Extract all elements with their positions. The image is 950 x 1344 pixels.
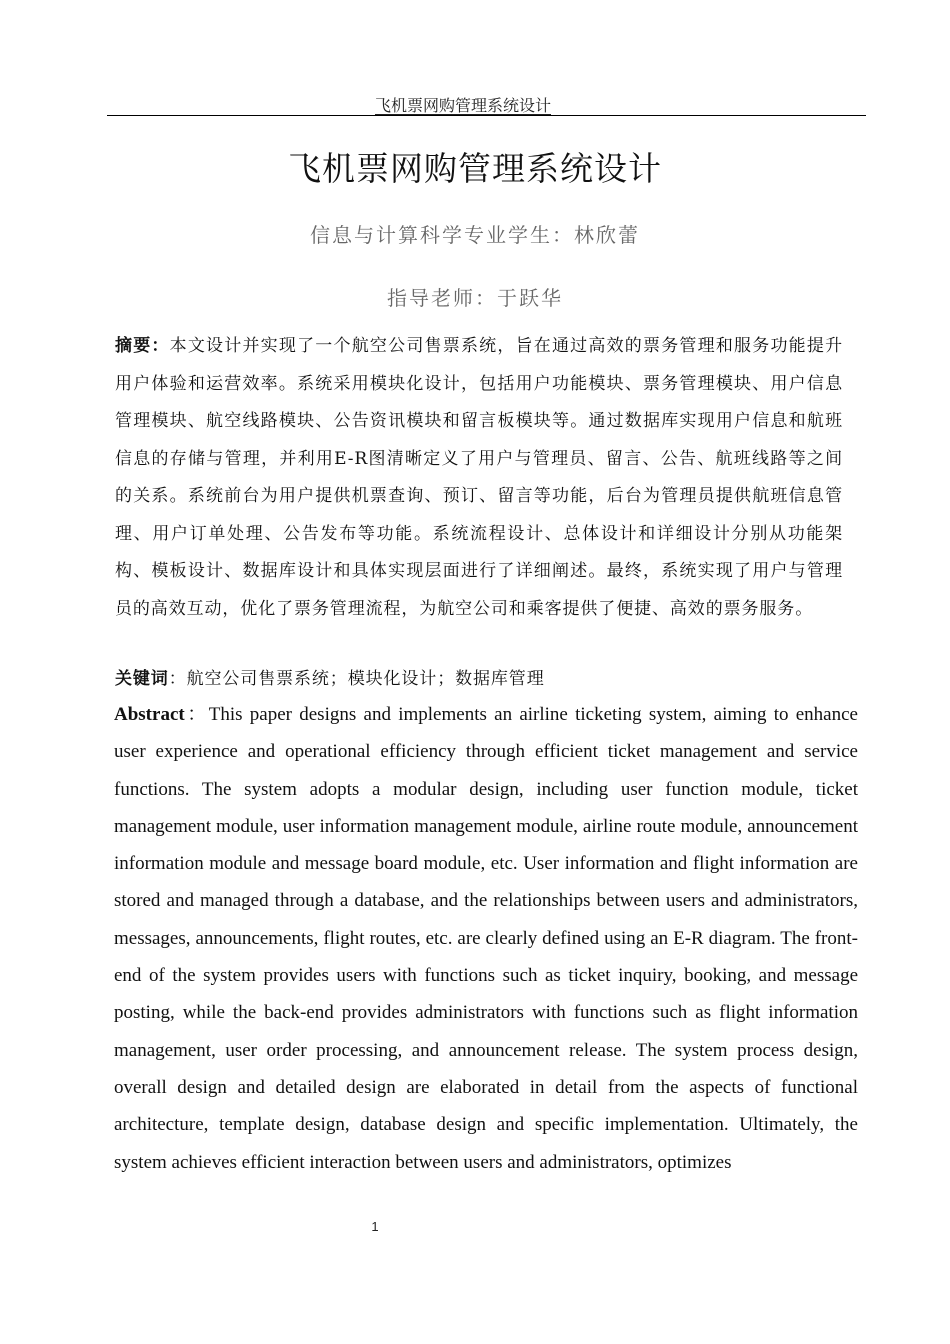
english-abstract-label: Abstract (114, 704, 185, 725)
chinese-abstract (115, 328, 843, 628)
english-abstract (114, 696, 858, 1181)
chinese-keywords (115, 661, 843, 699)
chinese-keywords-label: 关键词 (115, 669, 169, 689)
running-header-title: 飞机票网购管理系统设计 (374, 96, 551, 115)
advisor-line: 指导老师：于跃华 (387, 286, 563, 310)
header-rule (107, 115, 866, 116)
chinese-abstract-text: 本文设计并实现了一个航空公司售票系统，旨在通过高效的票务管理和服务功能提升用户体验和运营效率。系统采用模块化设计，包括用户功能模块、票务管理模块、用户信息管理模块、航空线路模块、公告资讯模块和留言板模块等。通过数据库实现用户信息和航班信息的存储与管理，并利用E-R图清晰定义了用户与管理员、留言、公告、航班线路等之间的关系。系统前台为用户提供机票查询、预订、留言等功能，后台为管理员提供航班信息管理、用户订单处理、公告发布等功能。系统流程设计、总体设计和详细设计分别从功能架构、模板设计、数据库设计和具体实现层面进行了详细阐述。最终，系统实现了用户与管理员的高效互动，优化了票务管理流程，为航空公司和乘客提供了便捷、高效的票务服务。 (115, 336, 843, 619)
running-header (0, 93, 950, 116)
page-number: 1 (371, 1219, 379, 1234)
chinese-keywords-text: ：航空公司售票系统；模块化设计；数据库管理 (168, 669, 545, 689)
chinese-abstract-label: 摘要： (115, 336, 170, 356)
author-line: 信息与计算科学专业学生：林欣蕾 (310, 223, 640, 247)
paper-title: 飞机票网购管理系统设计 (288, 149, 662, 188)
english-abstract-text: ：This paper designs and implements an airline ticketing system, aiming to enhance user experience and operational efficiency through efficient ticket management and service functions. The system adopts a modular design, including user function module, ticket management module, user information management module, airline route module, announcement information module and message board module, etc. User information and flight information are stored and managed through a database, and the relationships between users and administrators, messages, announcements, flight routes, etc. are clearly defined using an E-R diagram. The front-end of the system provides users with functions such as ticket inquiry, booking, and message posting, while the back-end provides administrators with functions such as flight information management, user order processing, and announcement release. The system process design, overall design and detailed design are elaborated in detail from the aspects of functional architecture, template design, database design and specific implementation. Ultimately, the system achieves efficient interaction between users and administrators, optimizes (114, 704, 858, 1173)
